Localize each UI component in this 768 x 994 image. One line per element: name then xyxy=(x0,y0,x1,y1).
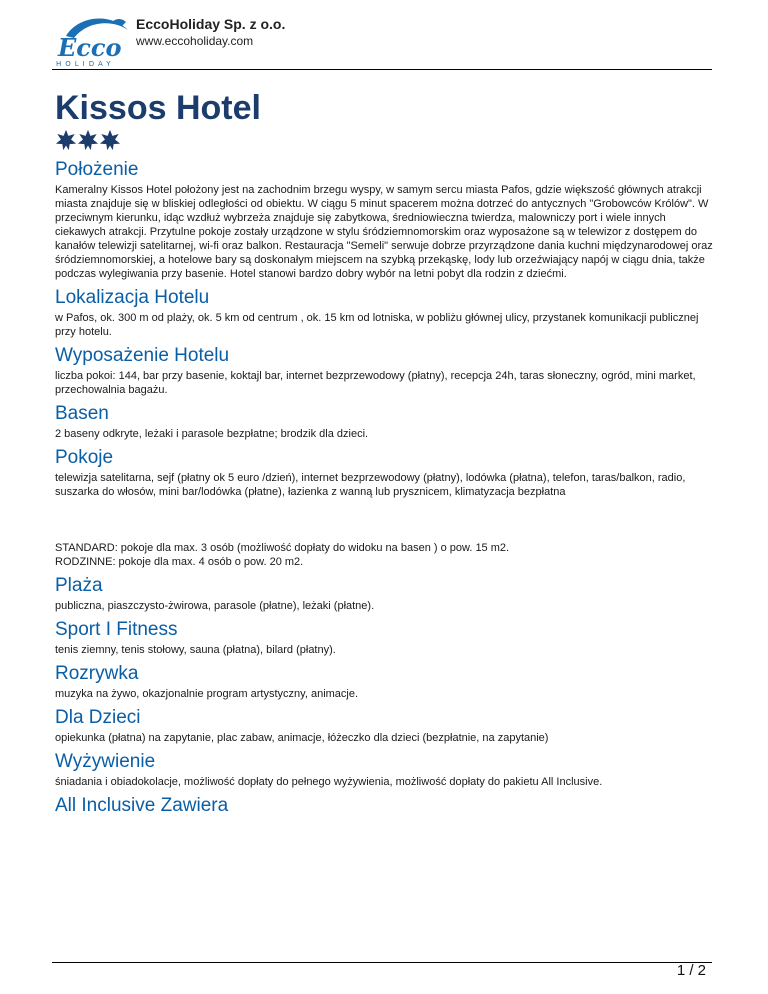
section-text: opiekunka (płatna) na zapytanie, plac zabaw, animacje, łóżeczko dla dzieci (bezpłatnie, na zapytanie) xyxy=(55,732,549,744)
sections-container xyxy=(55,159,715,817)
section xyxy=(55,345,715,397)
star-icon xyxy=(55,129,77,151)
logo-subtext: HOLIDAY xyxy=(56,60,115,68)
section-text: 2 baseny odkryte, leżaki i parasole bezpłatne; brodzik dla dzieci. xyxy=(55,428,369,440)
section xyxy=(55,795,715,817)
section xyxy=(55,403,715,441)
section-heading: All Inclusive Zawiera xyxy=(55,795,229,816)
section xyxy=(55,751,715,789)
section-heading: Sport I Fitness xyxy=(55,619,178,640)
section xyxy=(55,447,715,569)
document-body xyxy=(55,88,715,817)
section-heading: Plaża xyxy=(55,575,103,596)
section-text: publiczna, piaszczysto-żwirowa, parasole (płatne), leżaki (płatne). xyxy=(55,600,375,612)
section xyxy=(55,619,715,657)
star-icon xyxy=(99,129,121,151)
section xyxy=(55,707,715,745)
section-text: Kameralny Kissos Hotel położony jest na zachodnim brzegu wyspy, w samym sercu miasta Pafos, gdzie większość głównych atrakcji miasta znajduje się w bliskiej odległości od obiektu. W ciągu 5 minut spacerem można dotrzeć do antycznych "Grobowców Królów". W przeciwnym kierunku, idąc wzdłuż wybrzeża znajduje się zabytkowa, średniowieczna twierdza, malowniczy port i wiele innych ciekawych atrakcji. Przytulne pokoje zostały urządzone w stylu śródziemnomorskim oraz wyposażone są w telewizor z dostępem do kanałów telewizji satelitarnej, wi-fi oraz balkon. Restauracja "Semeli" serwuje dobrze przyrządzone dania kuchni międzynarodowej oraz śródziemnomorskiej, a hotelowe bary są doskonałym miejscem na szybką przekąskę, lody lub orzeźwiający napój w ciągu dnia, także podczas wylegiwania przy basenie. Hotel stanowi bardzo dobry wybór na letni pobyt dla rodzin z dziećmi. xyxy=(55,184,713,280)
section-text: muzyka na żywo, okazjonalnie program artystyczny, animacje. xyxy=(55,688,359,700)
logo-wordmark: Ecco xyxy=(58,33,122,62)
section-heading: Rozrywka xyxy=(55,663,139,684)
company-name: EccoHoliday Sp. z o.o. xyxy=(136,16,286,32)
section xyxy=(55,575,715,613)
section-text: telewizja satelitarna, sejf (płatny ok 5 euro /dzień), internet bezprzewodowy (płatny), lodówka (płatna), telefon, taras/balkon, radio, suszarka do włosów, mini bar/lodówka (płatne), łazienka z wanną lub prysznicem, klimatyzacja bezpłatna STANDARD: pokoje dla max. 3 osób (możliwość dopłaty do widoku na basen ) o pow. 15 m2. RODZINNE: pokoje dla max. 4 osób o pow. 20 m2. xyxy=(55,472,686,568)
company-url[interactable]: www.eccoholiday.com xyxy=(136,34,254,48)
section-heading: Pokoje xyxy=(55,447,114,468)
section-heading: Położenie xyxy=(55,159,139,180)
star-rating xyxy=(55,129,715,153)
section-heading: Dla Dzieci xyxy=(55,707,141,728)
section-heading: Wyżywienie xyxy=(55,751,156,772)
section-text: śniadania i obiadokolacje, możliwość dopłaty do pełnego wyżywienia, możliwość dopłaty do pakietu All Inclusive. xyxy=(55,776,603,788)
section-text: tenis ziemny, tenis stołowy, sauna (płatna), bilard (płatny). xyxy=(55,644,336,656)
eccoholiday-logo xyxy=(52,8,132,68)
footer-divider xyxy=(52,962,712,963)
star-icon xyxy=(77,129,99,151)
page-header xyxy=(52,8,712,69)
hotel-title: Kissos Hotel xyxy=(55,89,261,127)
section xyxy=(55,159,715,281)
section-text: w Pafos, ok. 300 m od plaży, ok. 5 km od centrum , ok. 15 km od lotniska, w pobliżu głównej ulicy, przystanek komunikacji publicznej przy hotelu. xyxy=(55,312,699,338)
page-number: 1 / 2 xyxy=(676,962,706,979)
section xyxy=(55,287,715,339)
section-heading: Lokalizacja Hotelu xyxy=(55,287,210,308)
section-heading: Basen xyxy=(55,403,109,424)
section-text: liczba pokoi: 144, bar przy basenie, koktajl bar, internet bezprzewodowy (płatny), recepcja 24h, taras słoneczny, ogród, mini market, przechowalnia bagażu. xyxy=(55,370,696,396)
company-info xyxy=(136,16,285,48)
section xyxy=(55,663,715,701)
header-divider xyxy=(52,69,712,70)
section-heading: Wyposażenie Hotelu xyxy=(55,345,230,366)
